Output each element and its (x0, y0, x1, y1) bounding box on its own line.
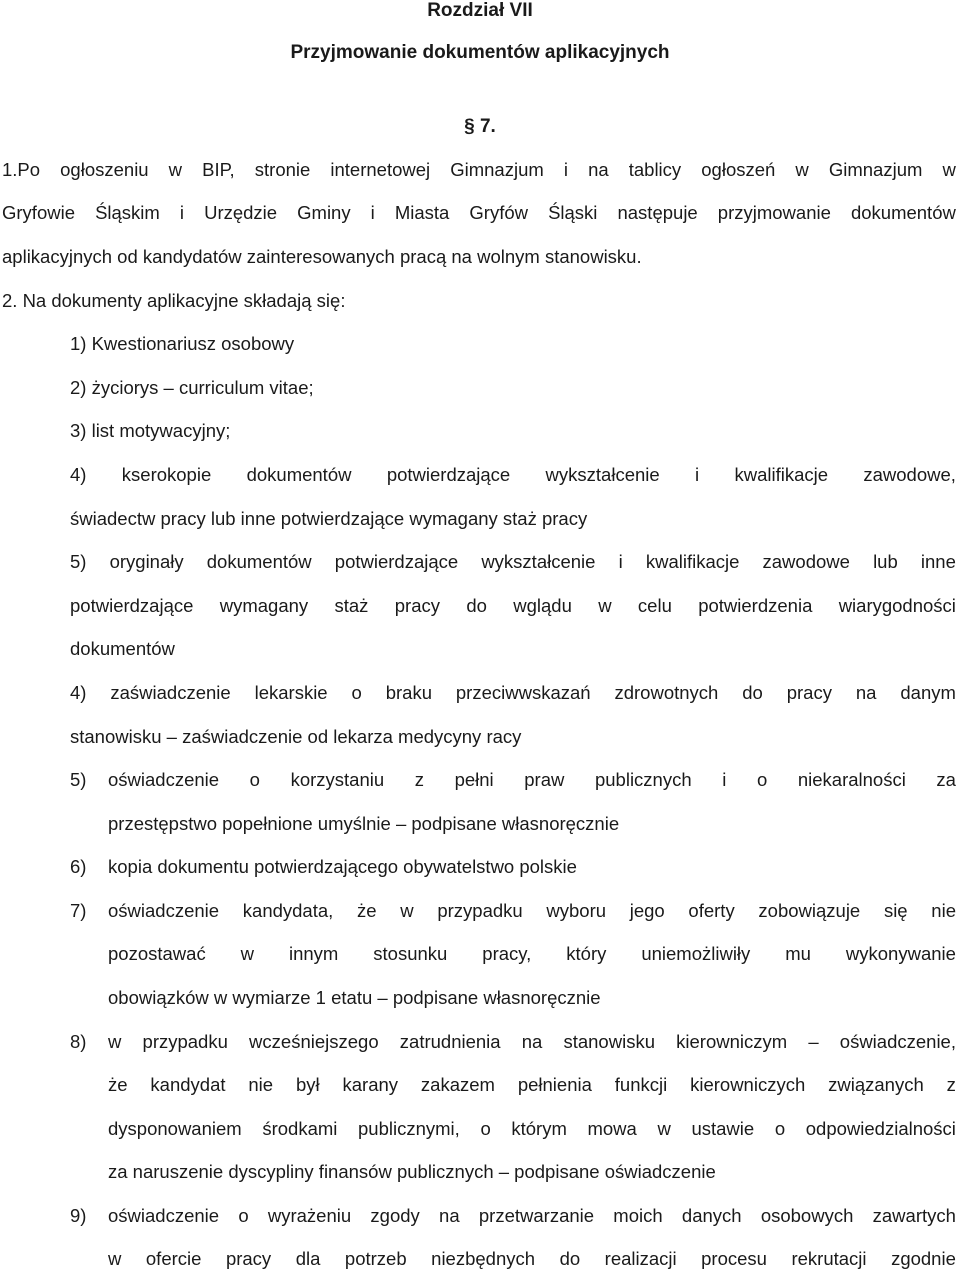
word: wyrażeniu (267, 1205, 352, 1226)
word: kandydata, (242, 900, 334, 921)
word: Gimnazjum (828, 159, 923, 180)
word: Gminy (297, 202, 351, 223)
word: o (238, 1205, 249, 1226)
list-item-4-line-1 (70, 463, 956, 487)
word: wiarygodności (838, 595, 956, 616)
word: zawodowe (762, 551, 850, 572)
word: wglądu (513, 595, 572, 616)
list-item-6-line-1 (70, 681, 956, 705)
word: Gimnazjum (450, 159, 544, 180)
word: z (414, 769, 424, 790)
word: potrzeb (344, 1248, 407, 1269)
list-item-2: 2) życiorys – curriculum vitae; (70, 377, 314, 398)
word: za (936, 769, 956, 790)
word: na (439, 1205, 460, 1226)
word: dla (295, 1248, 321, 1269)
word: o (351, 682, 362, 703)
list-item-9-line-1 (108, 899, 956, 923)
list-item-10-line-3 (108, 1117, 956, 1141)
word: procesu (701, 1248, 767, 1269)
list-item-10-line-1 (108, 1030, 956, 1054)
list-item-11-line-1 (108, 1204, 956, 1228)
word: Śląski (548, 202, 598, 223)
word: stronie (254, 159, 311, 180)
word: na (855, 682, 877, 703)
word: zawartych (872, 1205, 956, 1226)
word: do (559, 1248, 581, 1269)
word: w (400, 900, 414, 921)
word: pracy (225, 1248, 272, 1269)
word: w (942, 159, 956, 180)
word: oświadczenie (108, 900, 220, 921)
word: w (795, 159, 809, 180)
word: – (808, 1031, 819, 1052)
word: przetwarzanie (478, 1205, 595, 1226)
word: publicznych (594, 769, 692, 790)
word: kierowniczych (690, 1074, 806, 1095)
word: korzystaniu (290, 769, 385, 790)
word: ustawie (691, 1118, 755, 1139)
word: potwierdzające (386, 464, 511, 485)
list-item-6-line-2: stanowisku – zaświadczenie od lekarza medycyny racy (70, 726, 522, 747)
list-item-9-line-3: obowiązków w wymiarze 1 etatu – podpisane własnoręcznie (108, 987, 601, 1008)
word: innym (288, 943, 339, 964)
word: że (108, 1074, 128, 1095)
word: niekaralności (797, 769, 906, 790)
word: oświadczenie, (839, 1031, 956, 1052)
word: oświadczenie (108, 769, 220, 790)
word: w (598, 595, 612, 616)
list-item-3: 3) list motywacyjny; (70, 420, 231, 441)
word: z (946, 1074, 956, 1095)
list-item-5-line-3: dokumentów (70, 638, 175, 659)
word: zawodowe, (863, 464, 956, 485)
word: o (756, 769, 768, 790)
word: zatrudnienia (399, 1031, 501, 1052)
word: wyboru (546, 900, 607, 921)
word: ofercie (145, 1248, 202, 1269)
paragraph-1-line-1 (2, 158, 956, 182)
chapter-title: Rozdział VII (427, 0, 533, 21)
word: nie (931, 900, 956, 921)
word: kwalifikacje (734, 464, 829, 485)
word: i (722, 769, 727, 790)
word: dysponowaniem (108, 1118, 242, 1139)
word: kwalifikacje (645, 551, 740, 572)
list-item-8-number: 6) (70, 856, 87, 877)
word: lekarskie (254, 682, 328, 703)
word: dokumentów (206, 551, 312, 572)
word: zgody (370, 1205, 420, 1226)
word: staż (334, 595, 369, 616)
word: mu (785, 943, 811, 964)
word: się (883, 900, 908, 921)
word: o (774, 1118, 786, 1139)
word: BIP, (202, 159, 235, 180)
list-item-10-line-4: za naruszenie dyscypliny finansów publicznych – podpisane oświadczenie (108, 1161, 716, 1182)
word: dokumentów (850, 202, 956, 223)
word: 1.Po (2, 159, 41, 180)
list-item-7-line-2: przestępstwo popełnione umyślnie – podpisane własnoręcznie (108, 813, 620, 834)
word: 5) (70, 551, 87, 572)
word: do (742, 682, 763, 703)
word: pracy (786, 682, 832, 703)
word: w (168, 159, 183, 180)
list-item-10-line-2 (108, 1073, 956, 1097)
word: do (466, 595, 487, 616)
word: 4) (70, 464, 87, 485)
word: danym (900, 682, 956, 703)
chapter-subtitle: Przyjmowanie dokumentów aplikacyjnych (290, 42, 670, 63)
word: moich (613, 1205, 663, 1226)
word: niezbędnych (431, 1248, 536, 1269)
word: kierowniczym (676, 1031, 788, 1052)
word: Miasta (394, 202, 450, 223)
word: że (357, 900, 377, 921)
word: oświadczenie (108, 1205, 220, 1226)
list-item-1: 1) Kwestionariusz osobowy (70, 333, 295, 354)
word: przeciwwskazań (455, 682, 591, 703)
section-number: § 7. (464, 116, 496, 137)
word: w (657, 1118, 671, 1139)
word: Gryfów (469, 202, 528, 223)
word: inne (920, 551, 956, 572)
word: oferty (688, 900, 735, 921)
list-item-7-line-1 (108, 768, 956, 792)
word: potwierdzające (334, 551, 459, 572)
word: nie (248, 1074, 274, 1095)
word: kserokopie (121, 464, 212, 485)
word: ogłoszeniu (60, 159, 149, 180)
list-item-11-line-2 (108, 1247, 956, 1271)
word: wykonywanie (845, 943, 956, 964)
word: zgodnie (891, 1248, 956, 1269)
word: pracy, (482, 943, 532, 964)
word: wykształcenie (481, 551, 596, 572)
list-item-10-number: 8) (70, 1031, 87, 1052)
word: internetowej (330, 159, 431, 180)
word: jego (629, 900, 665, 921)
word: ogłoszeń (701, 159, 776, 180)
word: następuje (617, 202, 698, 223)
word: dokumentów (246, 464, 352, 485)
list-item-4-line-2: świadectw pracy lub inne potwierdzające wymagany staż pracy (70, 508, 588, 529)
word: potwierdzające (70, 595, 194, 616)
word: był (295, 1074, 320, 1095)
word: pełni (454, 769, 494, 790)
word: przypadku (437, 900, 523, 921)
word: Gryfowie (2, 202, 75, 223)
word: o (249, 769, 260, 790)
paragraph-1-line-3: aplikacyjnych od kandydatów zainteresowanych pracą na wolnym stanowisku. (2, 246, 642, 267)
word: o (480, 1118, 491, 1139)
word: pełnienia (517, 1074, 592, 1095)
word: braku (385, 682, 432, 703)
word: Urzędzie (204, 202, 278, 223)
word: kandydat (150, 1074, 226, 1095)
word: celu (637, 595, 672, 616)
word: przypadku (142, 1031, 228, 1052)
paragraph-2-intro: 2. Na dokumenty aplikacyjne składają się: (2, 290, 346, 311)
word: praw (524, 769, 565, 790)
word: wymagany (219, 595, 309, 616)
word: zobowiązuje (758, 900, 861, 921)
word: funkcji (614, 1074, 668, 1095)
word: mowa (587, 1118, 637, 1139)
word: środkami (262, 1118, 338, 1139)
word: pracy (394, 595, 441, 616)
list-item-11-number: 9) (70, 1205, 87, 1226)
list-item-9-line-2 (108, 942, 956, 966)
word: zdrowotnych (614, 682, 719, 703)
word: oryginały (109, 551, 184, 572)
word: pozostawać (108, 943, 206, 964)
word: danych (681, 1205, 742, 1226)
word: karany (342, 1074, 399, 1095)
list-item-5-line-1 (70, 550, 956, 574)
word: przyjmowanie (717, 202, 831, 223)
word: odpowiedzialności (805, 1118, 956, 1139)
word: realizacji (604, 1248, 677, 1269)
list-item-8-line-1: kopia dokumentu potwierdzającego obywatelstwo polskie (108, 856, 577, 877)
word: na (521, 1031, 543, 1052)
word: w (108, 1031, 122, 1052)
word: uniemożliwiły (641, 943, 751, 964)
word: potwierdzenia (698, 595, 813, 616)
word: stosunku (373, 943, 448, 964)
paragraph-1-line-2 (2, 201, 956, 225)
word: na (588, 159, 609, 180)
list-item-9-number: 7) (70, 900, 87, 921)
word: i (695, 464, 700, 485)
word: tablicy (628, 159, 682, 180)
word: zakazem (420, 1074, 495, 1095)
word: którym (511, 1118, 567, 1139)
word: i (618, 551, 623, 572)
word: związanych (828, 1074, 924, 1095)
word: lub (873, 551, 898, 572)
word: zaświadczenie (110, 682, 231, 703)
word: i (563, 159, 568, 180)
word: publicznymi, (358, 1118, 460, 1139)
word: stanowisku (563, 1031, 655, 1052)
word: który (566, 943, 607, 964)
word: wykształcenie (545, 464, 660, 485)
word: rekrutacji (791, 1248, 867, 1269)
word: 4) (70, 682, 87, 703)
word: w (240, 943, 255, 964)
word: Śląskim (95, 202, 160, 223)
list-item-7-number: 5) (70, 769, 87, 790)
word: i (179, 202, 185, 223)
word: i (370, 202, 375, 223)
list-item-5-line-2 (70, 594, 956, 618)
word: osobowych (760, 1205, 854, 1226)
word: w (108, 1248, 122, 1269)
word: wcześniejszego (249, 1031, 379, 1052)
